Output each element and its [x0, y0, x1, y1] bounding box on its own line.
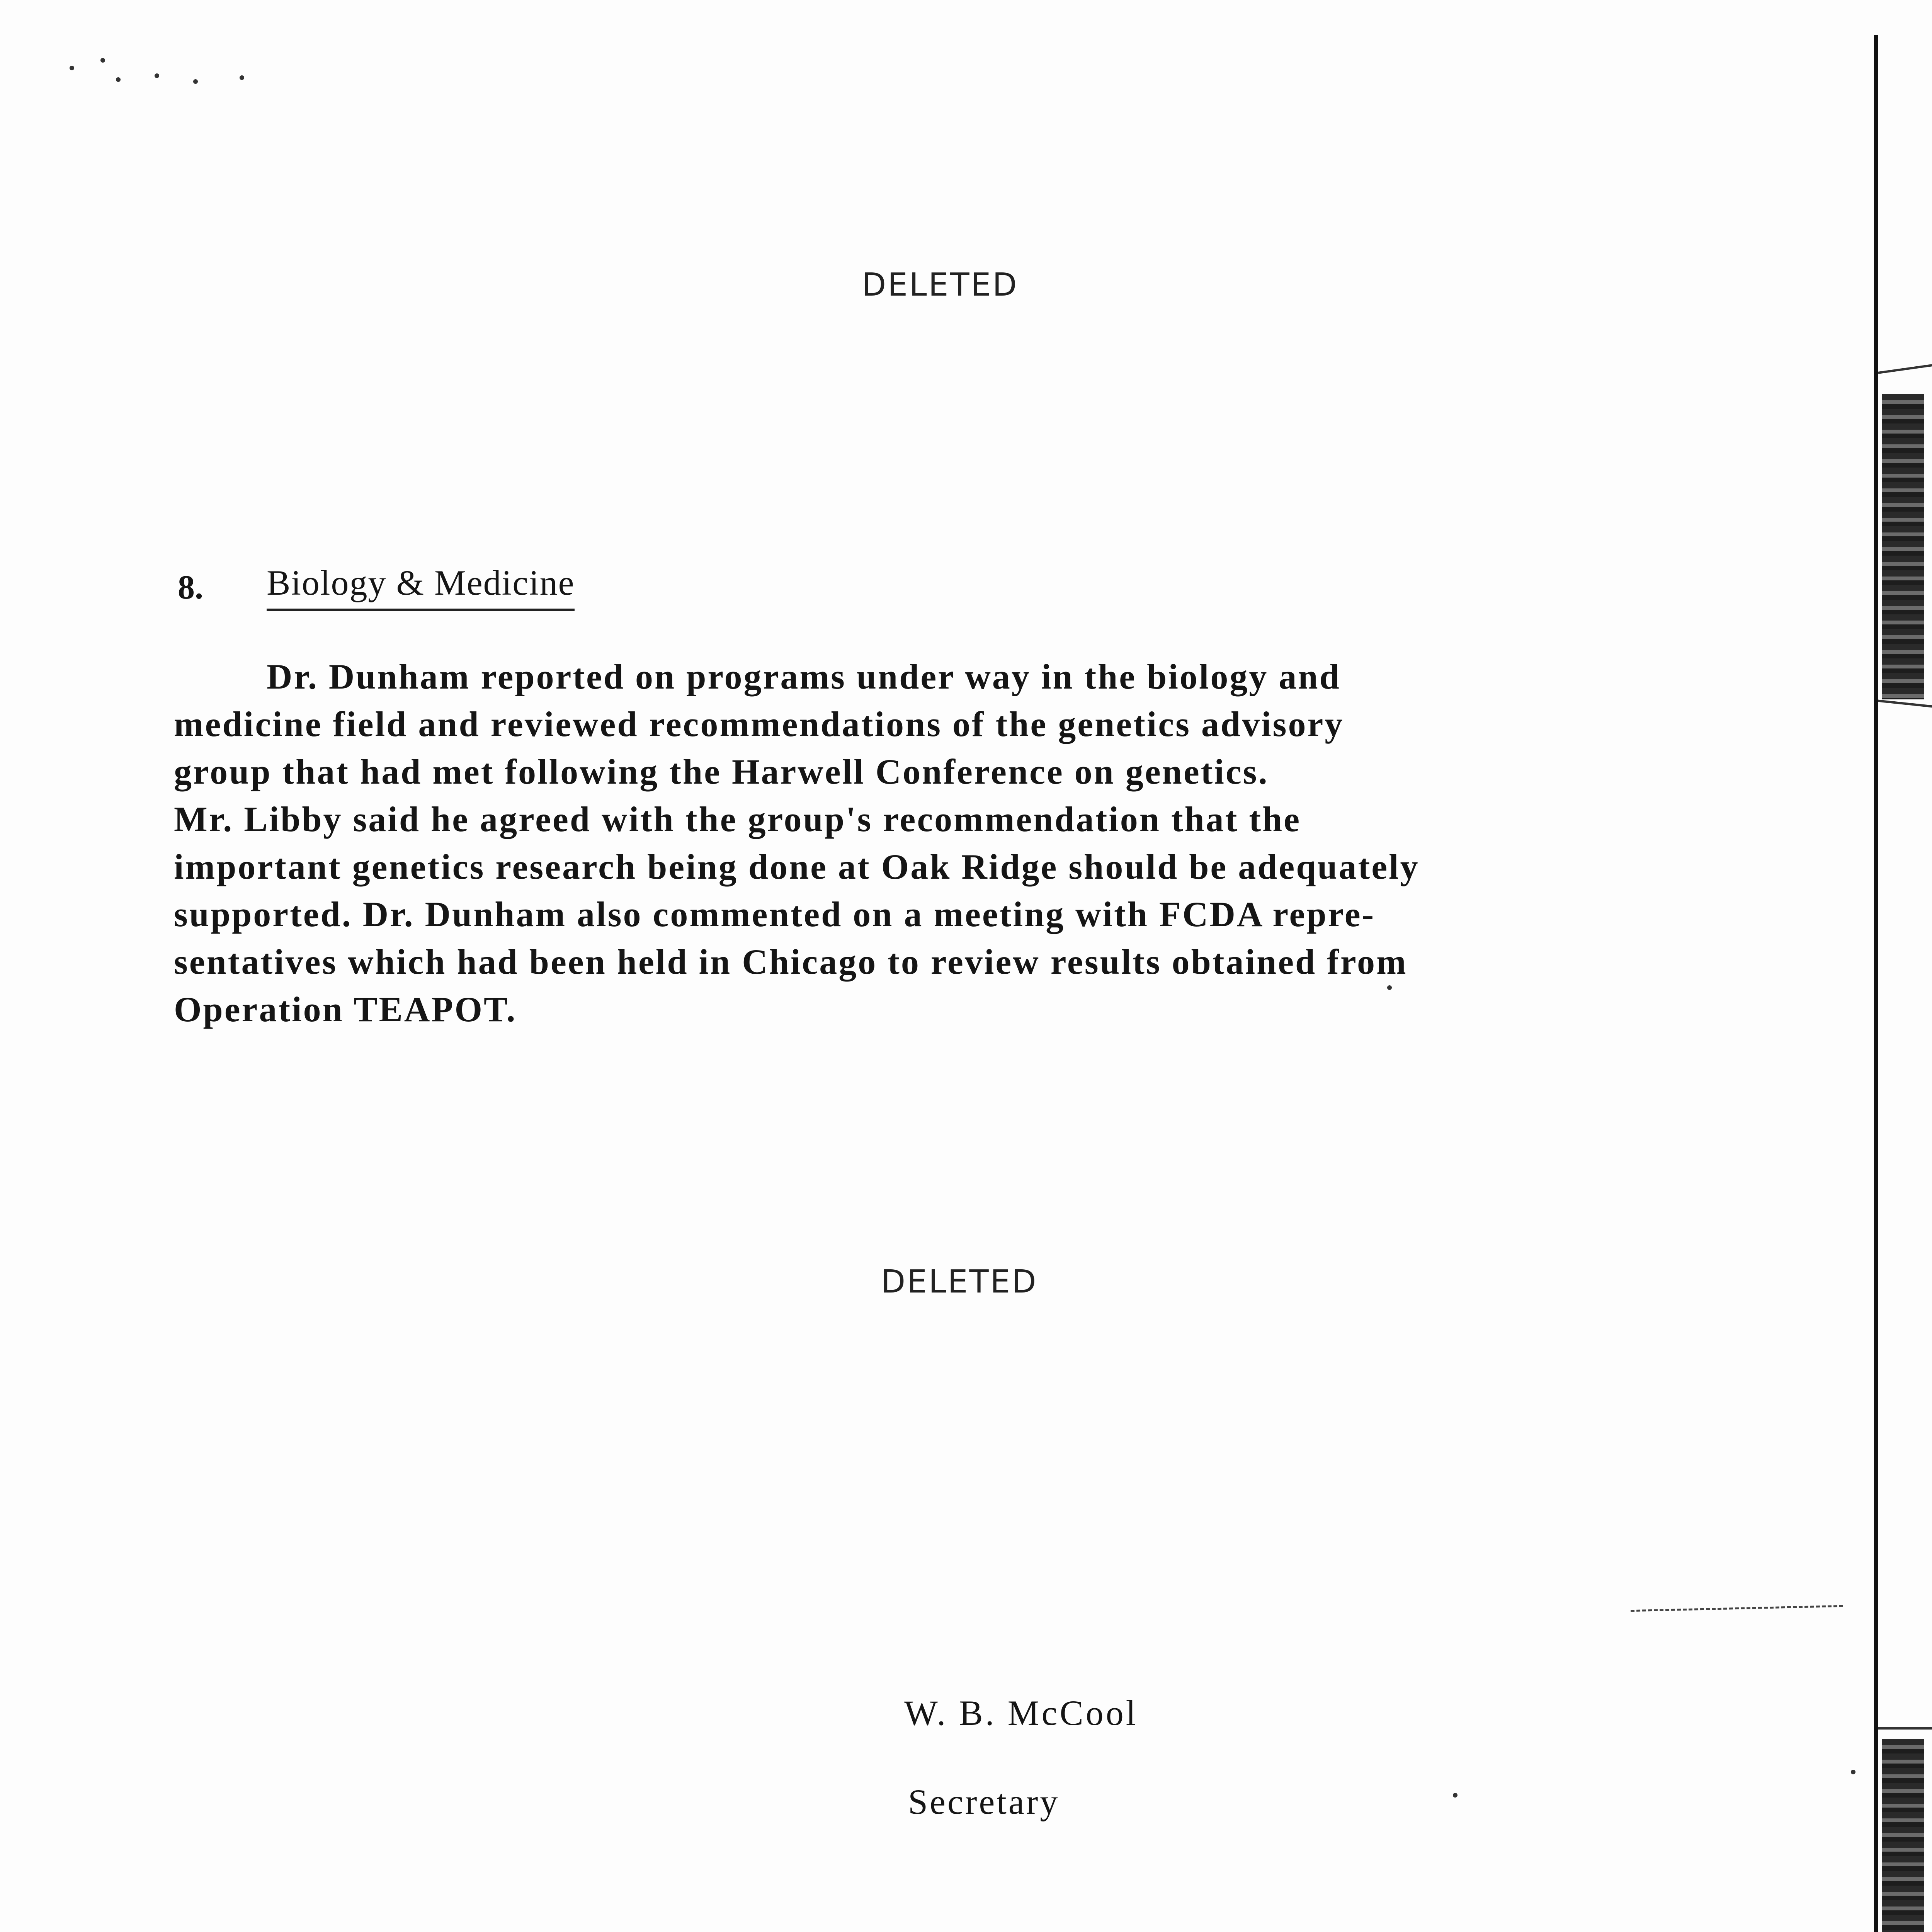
- paragraph-line: Operation TEAPOT.: [174, 990, 517, 1029]
- scan-speck: [155, 73, 159, 78]
- scan-edge-tick: [1878, 362, 1932, 374]
- redaction-notice-top: DELETED: [862, 267, 1019, 303]
- paragraph-line: Dr. Dunham reported on programs under way in the biology and: [267, 657, 1341, 696]
- scan-speck: [70, 66, 74, 70]
- signatory-title: Secretary: [908, 1782, 1060, 1821]
- scan-speck: [193, 79, 198, 84]
- scan-dash-mark: [1631, 1605, 1843, 1612]
- paragraph-line: medicine field and reviewed recommendations of the genetics advisory: [174, 704, 1344, 744]
- section-number: 8.: [178, 569, 203, 606]
- scan-speck: [1851, 1770, 1855, 1774]
- section-heading: Biology & Medicine: [267, 562, 575, 611]
- scan-speck: [116, 77, 121, 82]
- scan-speck: [1387, 985, 1392, 990]
- scan-speck: [1453, 1793, 1458, 1798]
- redaction-notice-bottom: DELETED: [881, 1264, 1038, 1300]
- scan-speck: [100, 58, 105, 63]
- scan-edge-tick: [1878, 1727, 1932, 1730]
- paragraph-line: Mr. Libby said he agreed with the group's recommendation that the: [174, 799, 1301, 839]
- scan-edge-line: [1874, 35, 1878, 1932]
- paragraph-line: supported. Dr. Dunham also commented on a meeting with FCDA repre-: [174, 895, 1376, 934]
- scan-edge-tick: [1878, 700, 1932, 709]
- scan-speck: [240, 75, 244, 80]
- paragraph-line: group that had met following the Harwell Conference on genetics.: [174, 752, 1269, 791]
- paragraph-line: important genetics research being done at Oak Ridge should be adequately: [174, 847, 1420, 886]
- scan-edge-shadow: [1882, 1739, 1924, 1932]
- paragraph-line: sentatives which had been held in Chicago to review results obtained from: [174, 942, 1408, 981]
- section-paragraph: [174, 653, 1611, 1033]
- signatory-name: W. B. McCool: [904, 1693, 1138, 1733]
- scan-edge-shadow: [1882, 394, 1924, 699]
